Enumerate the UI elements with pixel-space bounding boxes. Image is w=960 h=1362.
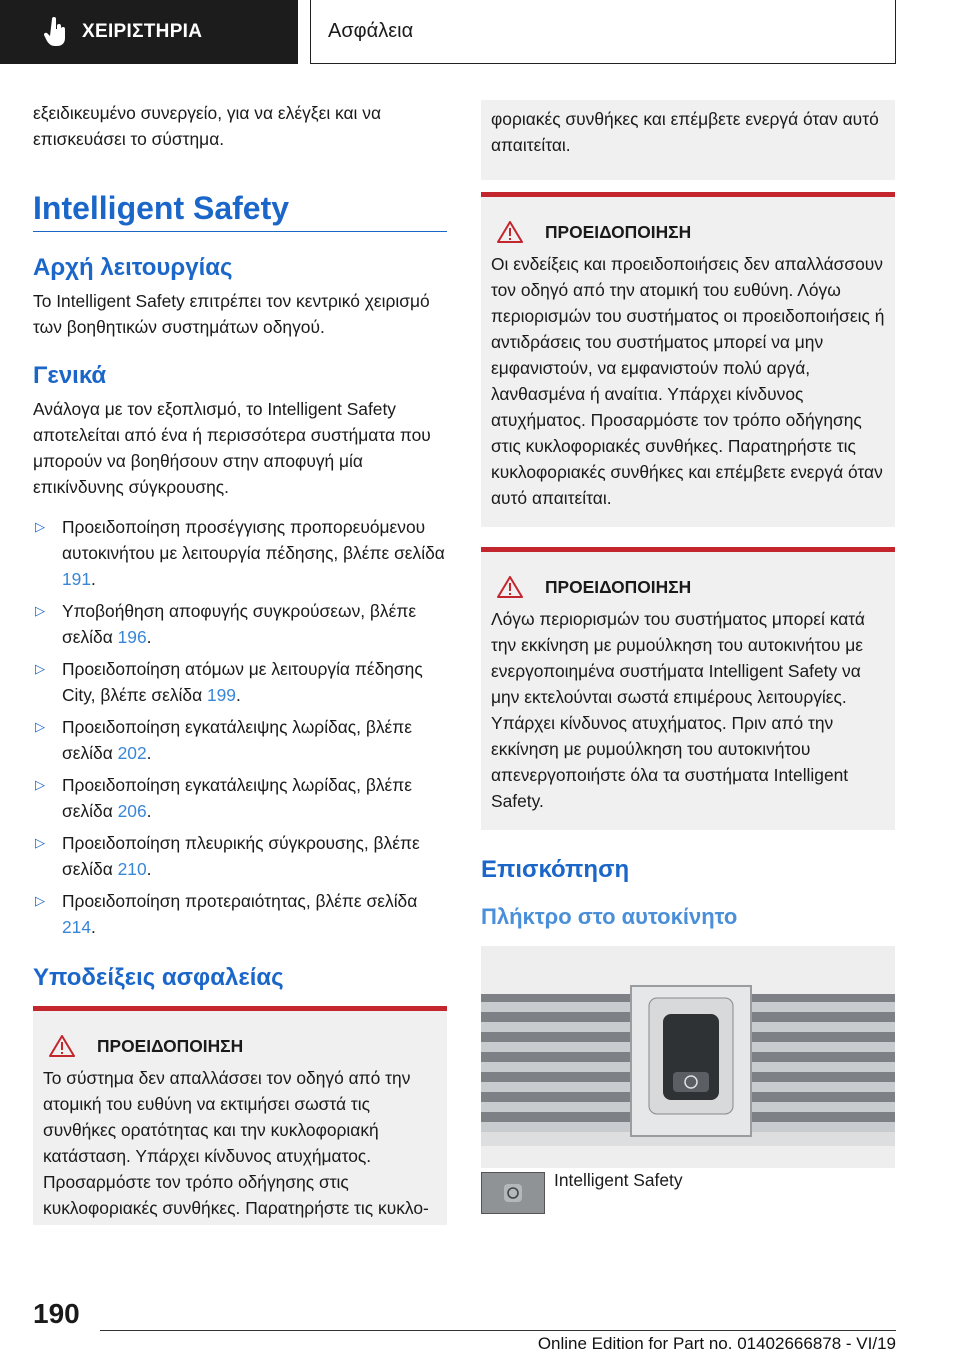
triangle-bullet-icon: ▷: [35, 719, 45, 734]
list-item: ▷ Προειδοποίηση πλευρικής σύγκρουσης, βλέπε σελίδα 210.: [33, 830, 447, 882]
continued-paragraph: φοριακές συνθήκες και επέμβετε ενεργά όταν αυτό απαιτείται.: [491, 109, 879, 155]
continued-box: [481, 100, 895, 180]
triangle-bullet-icon: ▷: [35, 893, 45, 908]
right-column: [481, 100, 895, 1168]
warning-title: ΠΡΟΕΙΔΟΠΟΙΗΣΗ: [545, 221, 692, 242]
triangle-bullet-icon: ▷: [35, 519, 45, 534]
dashboard-vent-illustration: [481, 946, 895, 1168]
list-item: ▷ Προειδοποίηση προτεραιότητας, βλέπε σελίδα 214.: [33, 888, 447, 940]
page-title: Intelligent Safety: [33, 190, 447, 232]
triangle-bullet-icon: ▷: [35, 835, 45, 850]
page-link[interactable]: 199: [206, 685, 236, 705]
triangle-bullet-icon: ▷: [35, 777, 45, 792]
footer-divider: [100, 1330, 896, 1331]
heading-overview: Επισκόπηση: [481, 856, 630, 883]
heading-general: Γενικά: [33, 362, 107, 389]
header-manual-tab[interactable]: [0, 0, 298, 64]
heading-safety-notes: Υποδείξεις ασφαλείας: [33, 964, 284, 991]
warning-triangle-icon: [497, 576, 523, 598]
page-number: 190: [33, 1298, 80, 1329]
footer-edition: Online Edition for Part no. 01402666878 - VI/19: [537, 1334, 896, 1353]
heading-button-in-car: Πλήκτρο στο αυτοκίνητο: [481, 904, 738, 929]
manual-label: ΧΕΙΡΙΣΤΗΡΙΑ: [82, 21, 203, 42]
page-link[interactable]: 214: [62, 917, 92, 937]
warning-text: Λόγω περιορισμών του συστήματος μπορεί κατά την εκκίνηση με ρυμούλκηση του αυτοκινήτου με ενεργοποιημένα συστήματα Intelligent Safety να μην εκτελούνται σωστά επιμέρους λειτουργίες. Υπάρχει κίνδυνος ατυχήματος. Πριν από την εκκίνηση με ρυμούλκηση του αυτοκινήτου απενεργοποιήστε όλα τα συστήματα Intelligent Safety.: [491, 609, 865, 811]
page-link[interactable]: 206: [117, 801, 147, 821]
page-link[interactable]: 191: [62, 569, 92, 589]
page-link[interactable]: 202: [117, 743, 147, 763]
page-link[interactable]: 210: [117, 859, 147, 879]
general-paragraph: Ανάλογα με τον εξοπλισμό, το Intelligent Safety αποτελείται από ένα ή περισσότερα συστήματα που μπορούν να βοηθήσουν στην αποφυγή μία επικίνδυνης σύγκρουσης.: [33, 399, 431, 497]
button-label: Intelligent Safety: [554, 1170, 683, 1190]
intro-paragraph: εξειδικευμένο συνεργείο, για να ελέγξει και να επισκευάσει το σύστημα.: [33, 103, 381, 149]
heading-principle: Αρχή λειτουργίας: [33, 254, 233, 281]
triangle-bullet-icon: ▷: [35, 603, 45, 618]
list-item: ▷ Προειδοποίηση εγκατάλειψης λωρίδας, βλέπε σελίδα 202.: [33, 714, 447, 766]
list-item: ▷ Υποβοήθηση αποφυγής συγκρούσεων, βλέπε σελίδα 196.: [33, 598, 447, 650]
page-link[interactable]: 196: [117, 627, 147, 647]
warning-triangle-icon: [497, 221, 523, 243]
list-item: ▷ Προειδοποίηση προσέγγισης προπορευόμενου αυτοκινήτου με λειτουργία πέδησης, βλέπε σελίδα 191.: [33, 514, 447, 592]
list-item: ▷ Προειδοποίηση ατόμων με λειτουργία πέδησης City, βλέπε σελίδα 199.: [33, 656, 447, 708]
triangle-bullet-icon: ▷: [35, 661, 45, 676]
intelligent-safety-button-thumbnail: [481, 1172, 545, 1214]
warning-box-3: [481, 547, 895, 830]
list-item: ▷ Προειδοποίηση εγκατάλειψης λωρίδας, βλέπε σελίδα 206.: [33, 772, 447, 824]
left-column: [33, 100, 447, 1225]
hand-pointer-icon: [44, 17, 68, 47]
warning-title: ΠΡΟΕΙΔΟΠΟΙΗΣΗ: [97, 1035, 244, 1056]
header-section-tab[interactable]: [310, 0, 896, 64]
feature-list: [33, 514, 447, 940]
section-title: Ασφάλεια: [328, 20, 414, 42]
principle-paragraph: Το Intelligent Safety επιτρέπει τον κεντρικό χειρισμό των βοηθητικών συστημάτων οδηγού.: [33, 291, 430, 337]
car-button-image: [481, 946, 895, 1168]
warning-text: Το σύστημα δεν απαλλάσσει τον οδηγό από την ατομική του ευθύνη να εκτιμήσει σωστά τις συνθήκες ορατότητας και την κυκλοφοριακή κατάσταση. Υπάρχει κίνδυνος ατυχήματος. Προσαρμόστε τον τρόπο οδήγησης στις κυκλοφοριακές συνθήκες. Παρατηρήστε τις κυκλο-: [43, 1068, 429, 1218]
warning-title: ΠΡΟΕΙΔΟΠΟΙΗΣΗ: [545, 576, 692, 597]
warning-triangle-icon: [49, 1035, 75, 1057]
warning-text: Οι ενδείξεις και προειδοποιήσεις δεν απαλλάσσουν τον οδηγό από την ατομική του ευθύνη. Λόγω περιορισμών του συστήματος οι προειδοποιήσεις ή αντιδράσεις του συστήματος μπορεί να μην εμφανιστούν, να εμφανιστούν πολύ αργά, λανθασμένα ή αναίτια. Υπάρχει κίνδυνος ατυχήματος. Προσαρμόστε τον τρόπο οδήγησης στις κυκλοφοριακές συνθήκες. Παρατηρήστε τις κυκλοφοριακές συνθήκες και επέμβετε ενεργά όταν αυτό απαιτείται.: [491, 254, 885, 508]
warning-box-2: [481, 192, 895, 527]
safety-button-icon: [502, 1182, 524, 1204]
warning-box-1: [33, 1006, 447, 1225]
